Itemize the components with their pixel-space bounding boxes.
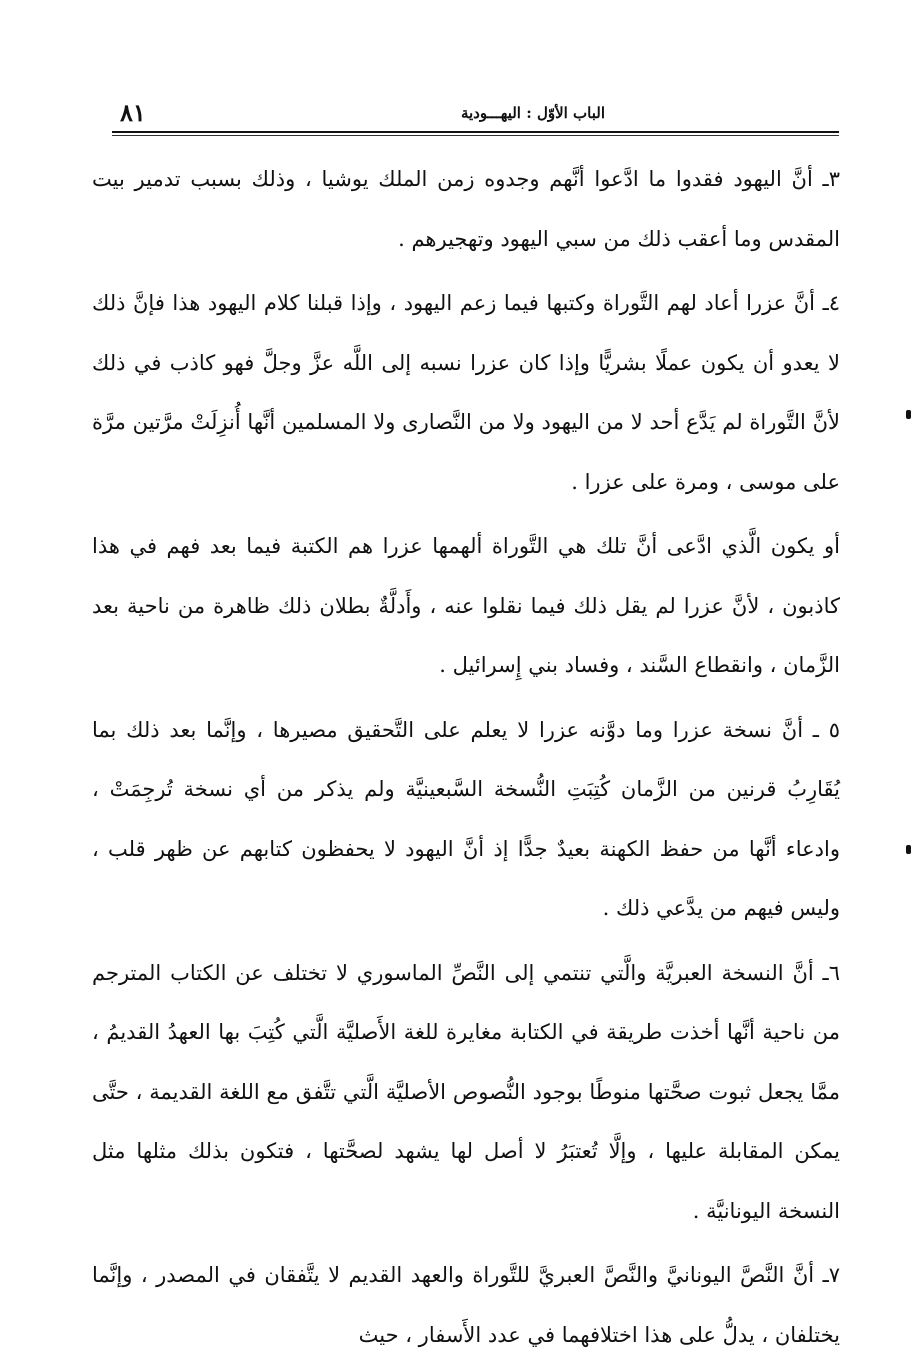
margin-mark xyxy=(906,845,911,854)
page-number: ٨١ xyxy=(120,98,146,127)
paragraph-point-6: ٦ـ أنَّ النسخة العبريَّة والَّتي تنتمي إلى النَّصِّ الماسوري لا تختلف عن الكتاب المترجم من ناحية أنَّها أخذت طريقة في الكتابة مغايرة للغة الأَصليَّة الَّتي كُتِبَ بها العهدُ القديمُ ، ممَّا يجعل ثبوت صحَّتها منوطًا بوجود النُّصوص الأصليَّة الَّتي تتَّفق مع اللغة القديمة ، حتَّى يمكن المقابلة عليها ، وإلَّا تُعتبَرُ لا أصل لها يشهد لصحَّتها ، فتكون بذلك مثلها مثل النسخة اليونانيَّة . xyxy=(92,960,840,1223)
paragraph-point-7: ٧ـ أنَّ النَّصَّ اليونانيَّ والنَّصَّ العبريَّ للتَّوراة والعهد القديم لا يتَّفقان في المصدر ، وإنَّما يختلفان ، يدلُّ على هذا اختلافهما في عدد الأَسفار ، حيث xyxy=(92,1263,840,1347)
paragraph-point-5: ٥ ـ أنَّ نسخة عزرا وما دوَّنه عزرا لا يعلم على التَّحقيق مصيرها ، وإنَّما بعد ذلك بما يُقَارِبُ قرنين من الزَّمان كُتِبَتِ النُّسخة السَّبعينيَّة ولم يذكر من أي نسخة تُرجِمَتْ ، وادعاء أنَّها من حفظ الكهنة بعيدٌ جدًّا إذ أنَّ اليهود لا يحفظون كتابهم عن ظهر قلب ، وليس فيهم من يدَّعي ذلك . xyxy=(92,717,841,920)
margin-mark xyxy=(906,410,911,419)
header-rule xyxy=(112,131,839,133)
paragraph-ezra-scribes: أو يكون الَّذي ادَّعى أنَّ تلك هي التَّوراة ألهمها عزرا هم الكتبة فيما بعد فهم في هذا كاذبون ، لأنَّ عزرا لم يقل ذلك فيما نقلوا عنه ، وأَدلَّةٌ بطلان ذلك ظاهرة من ناحية بعد الزَّمان ، وانقطاع السَّند ، وفساد بني إِسرائيل . xyxy=(92,534,840,677)
body-text xyxy=(92,150,840,1365)
paragraph-point-4: ٤ـ أنَّ عزرا أعاد لهم التَّوراة وكتبها فيما زعم اليهود ، وإذا قبلنا كلام اليهود هذا فإنَّ ذلك لا يعدو أن يكون عملًا بشريًّا وإذا كان عزرا نسبه إلى اللَّه عزَّ وجلَّ فهو كاذب في ذلك لأنَّ التَّوراة لم يَدَّع أحد لا من اليهود ولا من النَّصارى ولا المسلمين أنَّها أُنزِلَتْ مرَّتين مرَّة على موسى ، ومرة على عزرا . xyxy=(92,291,840,494)
running-title: الباب الأوّل : اليهـــودية xyxy=(460,104,605,122)
header-rule-secondary xyxy=(112,135,839,136)
paragraph-point-3: ٣ـ أنَّ اليهود فقدوا ما ادَّعوا أنَّهم وجدوه زمن الملك يوشيا ، وذلك بسبب تدمير بيت المقدس وما أعقب ذلك من سبي اليهود وتهجيرهم . xyxy=(92,167,840,251)
page-header xyxy=(112,98,839,132)
